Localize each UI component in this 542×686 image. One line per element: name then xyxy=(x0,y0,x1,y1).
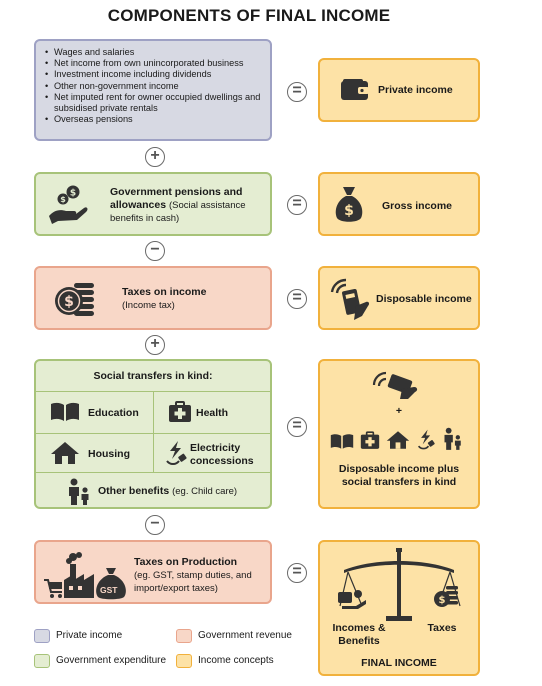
legend-expenditure-label: Government expenditure xyxy=(56,655,167,666)
power-plug-icon xyxy=(164,439,188,467)
money-bag-icon xyxy=(334,184,364,224)
svg-text:$: $ xyxy=(64,294,74,310)
taxes-on-production-box xyxy=(34,540,272,604)
balance-scale-icon xyxy=(334,546,464,622)
first-aid-kit-icon xyxy=(360,431,380,450)
contactless-card-icon xyxy=(372,371,420,401)
equals-sign: = xyxy=(287,563,307,583)
equals-sign: = xyxy=(287,289,307,309)
social-transfers-box xyxy=(34,359,272,509)
grid-divider xyxy=(36,472,270,473)
gross-income-result-box xyxy=(318,172,480,236)
private-income-sources-box xyxy=(34,39,272,141)
list-item: • Net income from own unincorporated business xyxy=(44,58,264,69)
private-income-result-box xyxy=(318,58,480,122)
taxes-on-income-label: Taxes on income (Income tax) xyxy=(122,286,207,311)
contactless-card-icon xyxy=(328,276,372,322)
private-income-sources-list xyxy=(44,47,264,125)
taxes-on-income-box xyxy=(34,266,272,330)
social-transfers-title: Social transfers in kind: xyxy=(93,370,213,382)
education-label: Education xyxy=(88,407,139,419)
legend-swatch-concepts xyxy=(176,654,192,668)
first-aid-kit-icon xyxy=(168,401,192,423)
disposable-plus-result-box xyxy=(318,359,480,509)
final-income-result-box xyxy=(318,540,480,676)
list-item: • Net imputed rent for owner occupied dwellings and subsidised private rentals xyxy=(44,92,264,114)
gov-pensions-box xyxy=(34,172,272,236)
equals-sign: = xyxy=(287,82,307,102)
legend-revenue-label: Government revenue xyxy=(198,630,292,641)
incomes-benefits-label: Incomes & Benefits xyxy=(332,622,386,647)
plus-operator: + xyxy=(145,147,165,167)
coins-hand-icon xyxy=(46,184,88,226)
list-item: • Other non-government income xyxy=(44,81,264,92)
legend-concepts-label: Income concepts xyxy=(198,655,274,666)
housing-label: Housing xyxy=(88,448,130,460)
plus-operator: + xyxy=(145,335,165,355)
house-icon xyxy=(386,430,410,450)
family-icon xyxy=(66,478,90,506)
wallet-icon xyxy=(340,78,370,102)
equals-sign: = xyxy=(287,417,307,437)
disposable-plus-label: Disposable income plus social transfers in kind xyxy=(338,463,460,488)
legend-swatch-private xyxy=(34,629,50,643)
final-income-label: FINAL INCOME xyxy=(361,657,437,669)
coin-stack-icon xyxy=(52,279,102,319)
grid-divider xyxy=(153,391,154,472)
plus-sign: + xyxy=(395,405,403,417)
minus-operator: − xyxy=(145,241,165,261)
taxes-on-production-label: Taxes on Production (eg. GST, stamp duties, and import/export taxes) xyxy=(134,556,252,594)
list-item: • Wages and salaries xyxy=(44,47,264,58)
book-icon xyxy=(50,402,80,422)
disposable-income-label: Disposable income xyxy=(376,293,472,305)
svg-text:$: $ xyxy=(438,595,446,606)
equals-sign: = xyxy=(287,195,307,215)
house-icon xyxy=(50,441,80,465)
legend-swatch-revenue xyxy=(176,629,192,643)
electricity-label: Electricity concessions xyxy=(190,442,254,467)
svg-text:$: $ xyxy=(69,188,77,199)
list-item: • Overseas pensions xyxy=(44,114,264,125)
svg-text:$: $ xyxy=(344,203,354,219)
family-icon xyxy=(442,427,462,451)
page-title: COMPONENTS OF FINAL INCOME xyxy=(107,6,391,25)
gst-label: GST xyxy=(100,585,118,595)
legend-swatch-expenditure xyxy=(34,654,50,668)
svg-text:$: $ xyxy=(60,195,66,204)
gross-income-label: Gross income xyxy=(382,200,453,212)
taxes-label: Taxes xyxy=(427,622,457,634)
power-plug-icon xyxy=(416,428,436,451)
health-label: Health xyxy=(196,407,229,419)
minus-operator: − xyxy=(145,515,165,535)
disposable-income-result-box xyxy=(318,266,480,330)
list-item: • Investment income including dividends xyxy=(44,69,264,80)
other-benefits-label: Other benefits (eg. Child care) xyxy=(98,485,238,497)
gov-pensions-label: Government pensions and allowances (Social assistance benefits in cash) xyxy=(110,186,246,224)
private-income-label: Private income xyxy=(378,84,453,96)
book-icon xyxy=(330,433,354,450)
legend-private-label: Private income xyxy=(56,630,123,641)
